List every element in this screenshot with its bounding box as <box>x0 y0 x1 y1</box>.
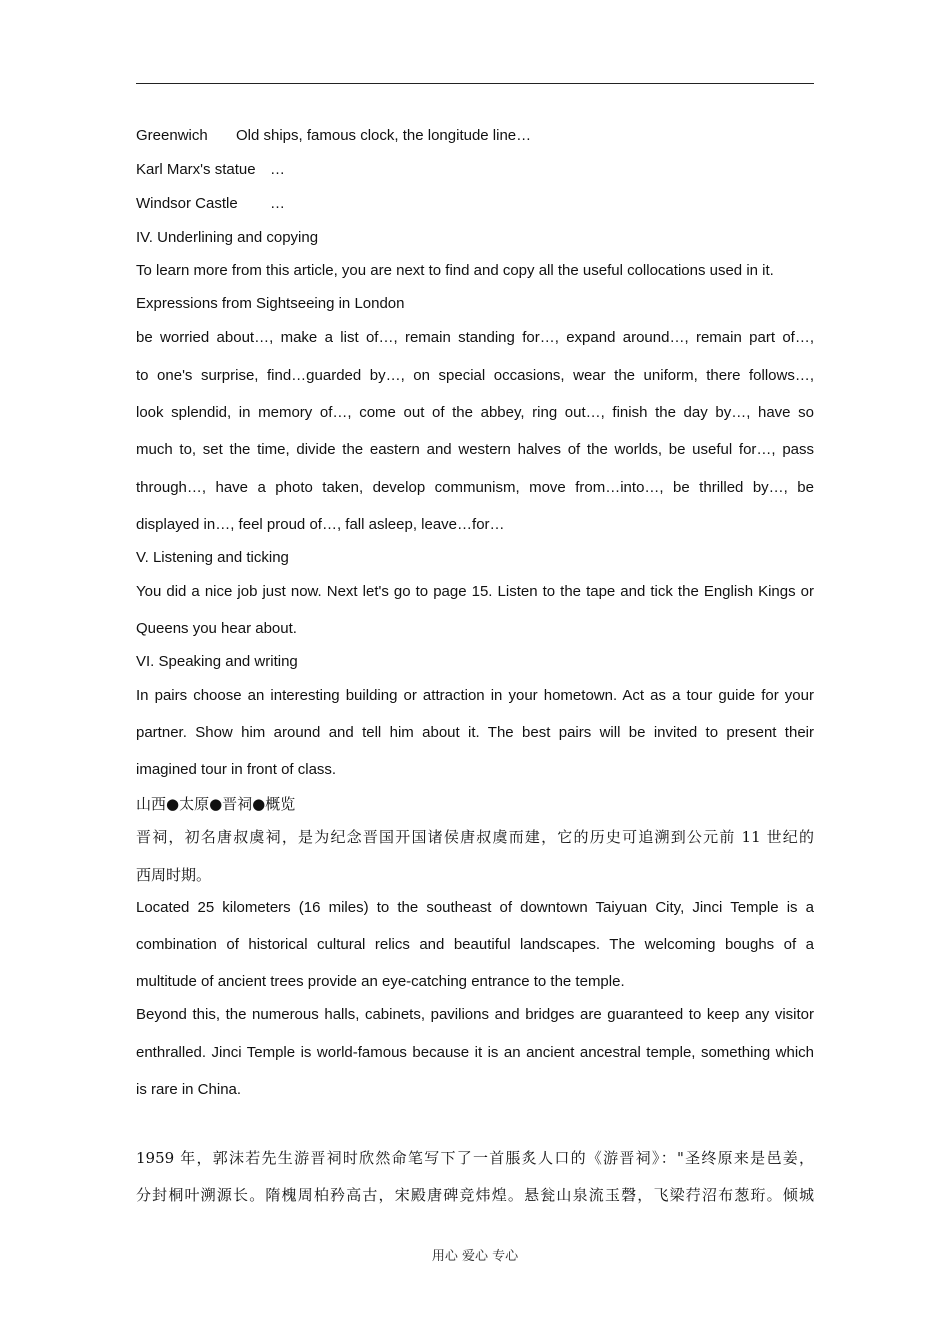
subheading: Expressions from Sightseeing in London <box>136 295 405 312</box>
expressions-line: look splendid, in memory of…, come out of the abbey, ring out…, finish the day by…, have so <box>136 404 814 421</box>
instruction-text: To learn more from this article, you are next to find and copy all the useful collocations used in it. <box>136 262 774 279</box>
en-paragraph-line: combination of historical cultural relics and beautiful landscapes. The welcoming boughs of a <box>136 936 814 953</box>
cn-intro-line: 晋祠，初名唐叔虞祠，是为纪念晋国开国诸侯唐叔虞而建，它的历史可追溯到公元前 11 世纪的 <box>136 828 814 846</box>
sight-desc: … <box>270 195 285 212</box>
paragraph-line: In pairs choose an interesting building or attraction in your hometown. Act as a tour guide for your <box>136 687 814 704</box>
paragraph-line: imagined tour in front of class. <box>136 761 337 778</box>
header-rule <box>136 83 814 84</box>
section-heading: V. Listening and ticking <box>136 549 289 566</box>
expressions-line: to one's surprise, find…guarded by…, on special occasions, wear the uniform, there follows…, <box>136 367 814 384</box>
sight-name: Greenwich <box>136 127 208 144</box>
en-paragraph-line: multitude of ancient trees provide an eye-catching entrance to the temple. <box>136 973 625 990</box>
en-paragraph-line: Located 25 kilometers (16 miles) to the southeast of downtown Taiyuan City, Jinci Temple is a <box>136 899 814 916</box>
paragraph-line: You did a nice job just now. Next let's go to page 15. Listen to the tape and tick the English Kings or <box>136 583 814 600</box>
sight-name: Karl Marx's statue <box>136 161 256 178</box>
sight-desc: Old ships, famous clock, the longitude line… <box>236 127 532 144</box>
en-paragraph-line: enthralled. Jinci Temple is world-famous because it is an ancient ancestral temple, something which <box>136 1044 814 1061</box>
expressions-line: be worried about…, make a list of…, remain standing for…, expand around…, remain part of…, <box>136 329 814 346</box>
section-heading: IV. Underlining and copying <box>136 229 319 246</box>
cn-intro-line: 西周时期。 <box>136 866 212 884</box>
cn-poem-line: 1959 年，郭沫若先生游晋祠时欣然命笔写下了一首脹炙人口的《游晋祠》："圣终原来是邑姜， <box>136 1149 814 1167</box>
page-footer: 用心 爱心 专心 <box>431 1249 519 1264</box>
expressions-line: much to, set the time, divide the eastern and western halves of the worlds, be useful for…, pass <box>136 441 814 458</box>
expressions-line: displayed in…, feel proud of…, fall asleep, leave…for… <box>136 516 505 533</box>
expressions-line: through…, have a photo taken, develop communism, move from…into…, be thrilled by…, be <box>136 479 814 496</box>
sight-desc: … <box>270 161 285 178</box>
section-heading: VI. Speaking and writing <box>136 653 298 670</box>
cn-poem-line: 分封桐叶溯源长。隋槐周柏矜高古，宋殿唐碑竞炜煌。悬瓮山泉流玉磬，飞梁荇沼布葱珩。倾城 <box>136 1186 814 1204</box>
en-paragraph-line: is rare in China. <box>136 1081 242 1098</box>
en-paragraph-line: Beyond this, the numerous halls, cabinets, pavilions and bridges are guaranteed to keep any visitor <box>136 1006 814 1023</box>
sight-name: Windsor Castle <box>136 195 238 212</box>
jinci-title: 山西●太原●晋祠●概览 <box>136 795 296 813</box>
paragraph-line: Queens you hear about. <box>136 620 297 637</box>
paragraph-line: partner. Show him around and tell him about it. The best pairs will be invited to present their <box>136 724 814 741</box>
